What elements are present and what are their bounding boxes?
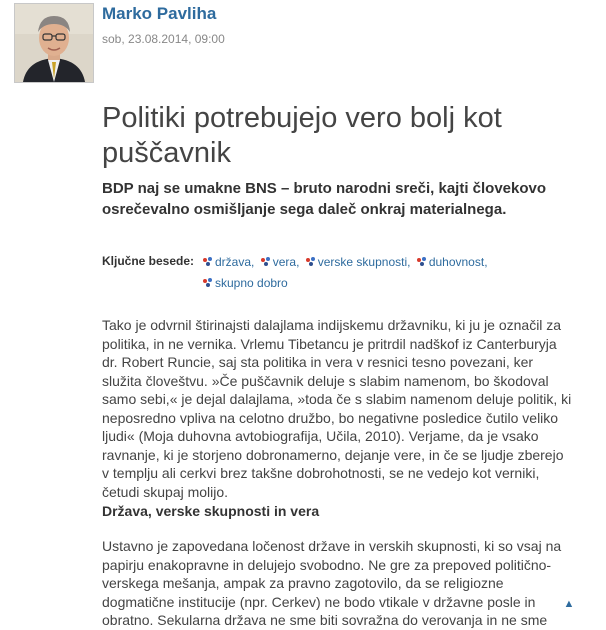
keyword-link-drzava[interactable]: država (215, 255, 252, 269)
tag-dots-icon (306, 257, 317, 267)
publish-date: sob, 23.08.2014, 09:00 (102, 32, 225, 46)
author-name-link[interactable]: Marko Pavliha (102, 4, 217, 23)
author-avatar[interactable] (14, 3, 94, 83)
keyword-link-verske-skupnosti[interactable]: verske skupnosti (317, 255, 408, 269)
article-paragraph: Ustavno je zapovedana ločenost države in verskih skupnosti, ki so vsaj na papirju enakopravne in delujejo svobodno. Ne gre za prepoved politično-verskega mešanja, ampak za pravno zagotovilo, da se religiozne dogmatične institucije (npr. Cerkev) ne bodo vtikale v državne posle in obratno. Sekularna država ne sme biti sovražna do verovanja in ne sme (102, 538, 562, 628)
keyword-link-vera[interactable]: vera (272, 255, 297, 269)
keywords-label: Ključne besede: (102, 254, 195, 268)
keyword-link-skupno-dobro[interactable]: skupno dobro (215, 276, 288, 290)
tag-dots-icon (261, 257, 272, 267)
author-photo (15, 4, 93, 82)
keyword-separator: , (407, 255, 411, 269)
keyword-item (203, 252, 254, 273)
keyword-item (417, 252, 488, 273)
tag-dots-icon (203, 278, 214, 288)
scroll-up-arrow-icon[interactable]: ▲ (563, 598, 575, 610)
keyword-separator: , (296, 255, 300, 269)
article-title: Politiki potrebujejo vero bolj kot puščavnik (102, 102, 502, 169)
keyword-item (203, 273, 288, 294)
keywords-list (203, 252, 523, 294)
tag-dots-icon (417, 257, 428, 267)
keyword-separator: , (484, 255, 488, 269)
keyword-item (261, 252, 300, 273)
keyword-item (306, 252, 411, 273)
article-body-section (102, 537, 572, 630)
article-subtitle: BDP naj se umakne BNS – bruto narodni sreči, kajti človekovo osrečevalno osmišljanje sega daleč onkraj materialnega. (102, 180, 547, 218)
section-heading: Država, verske skupnosti in vera (102, 503, 320, 519)
article-body-intro (102, 316, 572, 501)
tag-dots-icon (203, 257, 214, 267)
keyword-separator: , (251, 255, 255, 269)
article-paragraph: Tako je odvrnil štirinajsti dalajlama indijskemu državniku, ki ju je označil za politika, in ne vernika. Vrlemu Tibetancu je pritrdil nadškof iz Canterburyja dr. Robert Runcie, saj sta politika in vera v resnici tesno povezani, ker služita človeštvu. »Če puščavnik deluje s slabim namenom, bo škodoval samo sebi,« je dejal dalajlama, »toda če s slabim namenom deluje politik, ki neposredno vpliva na celotno družbo, bo negativne posledice čutilo veliko ljudi« (Moja duhovna avtobiografija, Učila, 2010). Verjame, da je vsako ravnanje, ki je storjeno dobronamerno, dejanje vere, in če se ljudje zberejo v templju ali cerkvi brez takšne dobrohotnosti, se ne vedejo kot verniki, četudi skupaj molijo. (102, 317, 572, 500)
keyword-link-duhovnost[interactable]: duhovnost (428, 255, 485, 269)
